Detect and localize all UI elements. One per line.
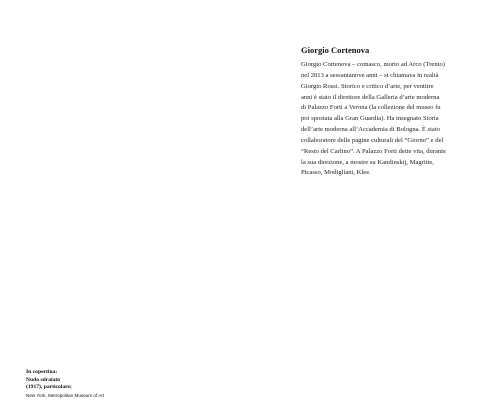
bio-line: anni è stato il direttore della Galleria d’arte moderna	[301, 93, 440, 101]
bio-line: poi spostata alla Gran Guardia). Ha insegnato Storia	[301, 115, 439, 123]
bio-line: Picasso, Modigliani, Klee.	[301, 169, 371, 177]
artwork-title: Nudo sdraiato	[26, 376, 61, 383]
author-name: Giorgio Cortenova	[301, 45, 370, 55]
bio-line: la sua direzione, a mostre su Kandinskij, Magritte,	[301, 158, 434, 166]
author-bio-text	[301, 60, 473, 179]
bio-line: collaboratore delle pagine culturali del “Giorno” e del	[301, 136, 444, 144]
bio-line: nel 2013 a sessantanove anni – si chiamava in realtà	[301, 71, 439, 79]
bio-line: dell’arte moderna all’Accademia di Bologna. È stato	[301, 126, 440, 134]
bio-line: Giorgio Rossi. Storico e critico d’arte, per ventitre	[301, 82, 434, 90]
bio-line: “Resto del Carlino”. A Palazzo Forti dette vita, durante	[301, 147, 447, 155]
cover-credit	[26, 369, 166, 400]
cover-label: In copertina:	[26, 369, 58, 375]
author-bio	[301, 44, 473, 179]
artwork-date: (1917), particolare;	[26, 384, 72, 391]
bio-line: di Palazzo Forti a Verona (la collezione del museo fu	[301, 104, 441, 112]
bio-line: Giorgio Cortenova – comasco, morto ad Arco (Trento)	[301, 61, 445, 68]
artwork-location: New York, Metropolitan Museum of Art	[26, 393, 105, 399]
